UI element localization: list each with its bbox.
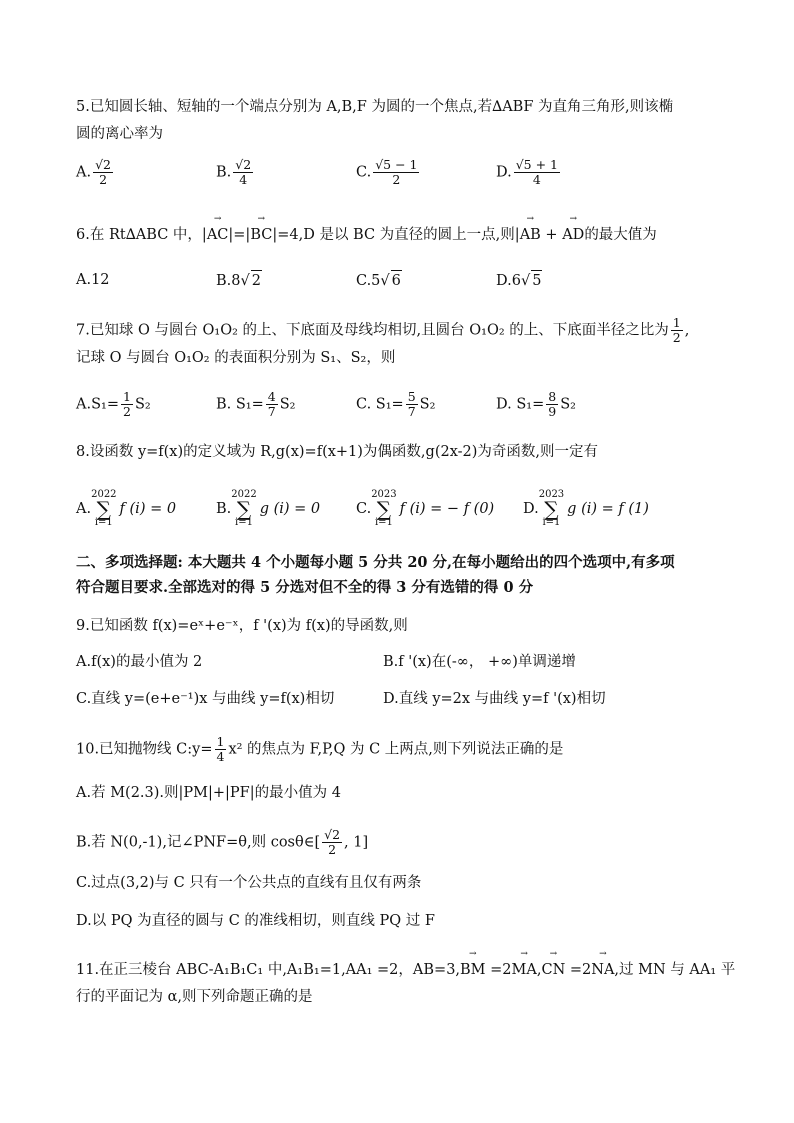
q7-line1: 7.已知球 O 与圆台 O₁O₂ 的上、下底面及母线均相切,且圆台 O₁O₂ 的上、下底面半径之比为 $\frac{1}{2}$ , [76, 315, 690, 345]
q6-option-d: D.6√ 5 [496, 270, 542, 291]
vector-bm: → BM [460, 960, 486, 980]
vector-ac: → AC [207, 225, 229, 245]
section2-heading-line1: 二、多项选择题: 本大题共 4 个小题每小题 5 分共 20 分,在每小题给出的四个选项中,有多项 [76, 554, 675, 571]
vector-ad: → AD [562, 225, 584, 245]
q11-line1: 11.在正三棱台 ABC-A₁B₁C₁ 中,A₁B₁=1,AA₁ =2，AB=3,→ BM =2→ MA,→ CN =2→ NA,过 MN 与 AA₁ 平 [76, 960, 735, 980]
q9-option-c: C.直线 y=(e+e⁻¹)x 与曲线 y=f(x)相切 [76, 691, 335, 707]
q6-option-a: A.12 [76, 272, 110, 288]
q8-option-c: C. 2023 ∑ i=1 f (i) = − f (0) [356, 489, 495, 528]
q11-line2: 行的平面记为 α,则下列命题正确的是 [76, 989, 313, 1005]
q9-option-d: D.直线 y=2x 与曲线 y=f '(x)相切 [383, 691, 606, 707]
q8-option-b: B. 2022 ∑ i=1 g (i) = 0 [216, 489, 321, 528]
q10-stem: 10.已知抛物线 C:y= $\frac{1}{4}$ x² 的焦点为 F,P,Q 为 C 上两点,则下列说法正确的是 [76, 734, 564, 764]
q10-option-d: D.以 PQ 为直径的圆与 C 的准线相切，则直线 PQ 过 F [76, 913, 435, 929]
q9-stem: 9.已知函数 f(x)=eˣ+e⁻ˣ，f '(x)为 f(x)的导函数,则 [76, 618, 408, 634]
q6-option-c: C.5√ 6 [356, 270, 402, 291]
vector-bc: → BC [250, 225, 272, 245]
q7-option-b: B. S₁= $\frac{4}{7}$ S₂ [216, 389, 296, 419]
q7-option-d: D. S₁= $\frac{8}{9}$ S₂ [496, 389, 576, 419]
section2-heading-line2: 符合题目要求.全部选对的得 5 分选对但不全的得 3 分有选错的得 0 分 [76, 579, 534, 596]
vector-na: → NA [591, 960, 614, 980]
vector-ab: → AB [520, 225, 541, 245]
q10-option-c: C.过点(3,2)与 C 只有一个公共点的直线有且仅有两条 [76, 875, 422, 891]
q10-option-a: A.若 M(2.3).则|PM|+|PF|的最小值为 4 [76, 785, 341, 801]
vector-cn: → CN [541, 960, 565, 980]
sum-symbol: 2023 ∑ i=1 [371, 489, 397, 528]
q6-stem: 6.在 Rt∆ABC 中，|→ AC|=|→ BC|=4,D 是以 BC 为直径的圆上一点,则|→ AB + → AD的最大值为 [76, 225, 657, 245]
q7-line2: 记球 O 与圆台 O₁O₂ 的表面积分别为 S₁、S₂，则 [76, 350, 396, 366]
q7-option-a: A.S₁= $\frac{1}{2}$ S₂ [76, 389, 151, 419]
q5-option-a: A. $\frac{√2}{2}$ [76, 157, 112, 187]
q5-option-b: B. $\frac{√2}{4}$ [216, 157, 252, 187]
q8-option-a: A. 2022 ∑ i=1 f (i) = 0 [76, 489, 177, 528]
q5-option-d: D. $\frac{√5 + 1}{4}$ [496, 157, 559, 187]
q5-option-c: C. $\frac{√5 - 1}{2}$ [356, 157, 418, 187]
sum-symbol: 2022 ∑ i=1 [231, 489, 257, 528]
q5-line2: 圆的离心率为 [76, 126, 163, 142]
vector-ma: → MA [512, 960, 537, 980]
q9-option-b: B.f '(x)在(-∞， +∞)单调递增 [383, 654, 576, 670]
q7-option-c: C. S₁= $\frac{5}{7}$ S₂ [356, 389, 436, 419]
q9-option-a: A.f(x)的最小值为 2 [76, 654, 203, 670]
sum-symbol: 2022 ∑ i=1 [91, 489, 117, 528]
sum-symbol: 2023 ∑ i=1 [538, 489, 565, 528]
q8-line1: 8.设函数 y=f(x)的定义域为 R,g(x)=f(x+1)为偶函数,g(2x-2)为奇函数,则一定有 [76, 444, 599, 460]
q5-line1: 5.已知圆长轴、短轴的一个端点分别为 A,B,F 为圆的一个焦点,若∆ABF 为直角三角形,则该椭 [76, 99, 674, 115]
q8-option-d: D. 2023 ∑ i=1 g (i) = f (1) [523, 489, 649, 528]
q10-option-b: B.若 N(0,-1),记∠PNF=θ,则 cosθ∈[ $\frac{√2}{2}$ , 1] [76, 827, 369, 857]
q6-option-b: B.8√ 2 [216, 270, 262, 291]
